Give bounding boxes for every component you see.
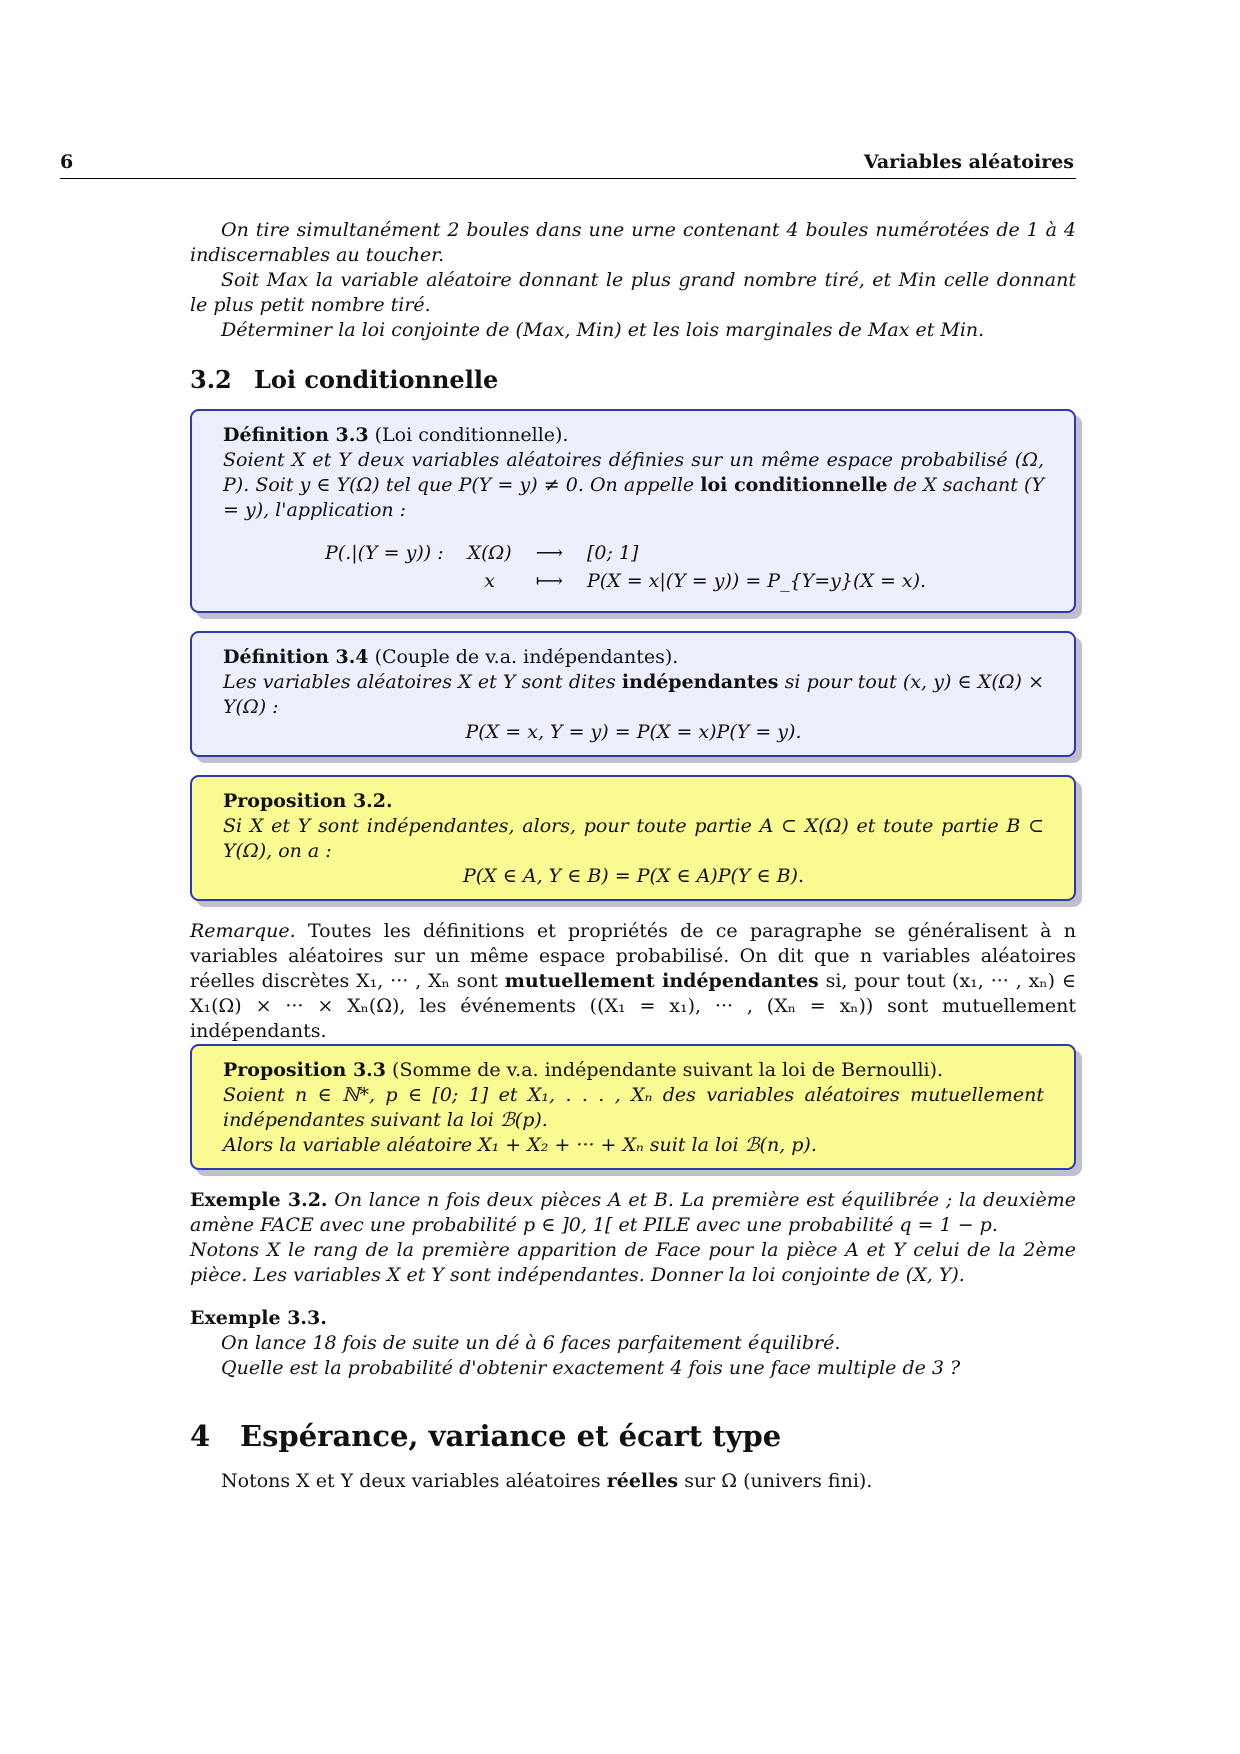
- proposition-label: Proposition 3.2.: [223, 790, 393, 812]
- remark-text-b: si, pour tout (x₁, ··· , xₙ) ∈ X₁(Ω) × ··· × Xₙ(Ω), les événements ((X₁ = x₁), ··· , (Xₙ = xₙ)) sont mutuellement indépendants.: [190, 970, 1076, 1042]
- remark-paragraph: [190, 919, 1076, 1044]
- proposition-3-2-box: [190, 775, 1076, 901]
- definition-label: Définition 3.3: [223, 424, 369, 446]
- map-arrow: ⟶: [535, 542, 563, 564]
- definition-bold-term: loi conditionnelle: [700, 474, 888, 496]
- section-number: 4: [190, 1419, 211, 1453]
- proposition-line-1: Soient n ∈ ℕ*, p ∈ [0; 1] et X₁, . . . , Xₙ des variables aléatoires mutuellement indépendantes suivant la loi ℬ(p).: [223, 1084, 1044, 1131]
- definition-text-a: Soient X et Y deux variables aléatoires définies sur un même espace probabilisé (Ω, P). Soit y ∈ Y(Ω) tel que P(Y = y) ≠ 0. On appelle: [223, 449, 1044, 496]
- exercise-line-2: Soit Max la variable aléatoire donnant le plus grand nombre tiré, et Min celle donnant le plus petit nombre tiré.: [190, 269, 1076, 316]
- example-3-2-continued: Notons X le rang de la première apparition de Face pour la pièce A et Y celui de la 2ème pièce. Les variables X et Y sont indépendantes. Donner la loi conjointe de (X, Y).: [190, 1239, 1076, 1286]
- intro-text-a: Notons X et Y deux variables aléatoires: [221, 1470, 601, 1492]
- definition-bold-term: indépendantes: [621, 671, 779, 693]
- intro-text-b: sur Ω (univers fini).: [684, 1470, 873, 1492]
- example-label: Exemple 3.2.: [190, 1189, 328, 1211]
- definition-label: Définition 3.4: [223, 646, 369, 668]
- example-text-a: On lance n fois deux pièces A et B. La première est équilibrée ; la deuxième amène FACE avec une probabilité p ∈ ]0, 1[ et PILE avec une probabilité q = 1 − p.: [190, 1189, 1076, 1236]
- map-name: P(.|(Y = y)) :: [325, 542, 444, 564]
- remark-bold-term: mutuellement indépendantes: [504, 970, 819, 992]
- independence-formula: P(X = x, Y = y) = P(X = x)P(Y = y).: [465, 721, 802, 743]
- exercise-line-1: On tire simultanément 2 boules dans une urne contenant 4 boules numérotées de 1 à 4 indiscernables au toucher.: [190, 219, 1076, 266]
- proposition-note: (Somme de v.a. indépendante suivant la loi de Bernoulli).: [392, 1059, 944, 1081]
- example-label: Exemple 3.3.: [190, 1307, 327, 1329]
- example-line-2: Quelle est la probabilité d'obtenir exactement 4 fois une face multiple de 3 ?: [221, 1357, 961, 1379]
- definition-3-4-box: [190, 631, 1076, 757]
- section-title: Loi conditionnelle: [254, 365, 499, 394]
- proposition-line-2: Alors la variable aléatoire X₁ + X₂ + ··· + Xₙ suit la loi ℬ(n, p).: [223, 1134, 817, 1156]
- section-3-2-heading: [190, 365, 1076, 395]
- section-title: Espérance, variance et écart type: [240, 1419, 782, 1453]
- map-variable: x: [484, 570, 495, 592]
- definition-text-b: si pour tout (x, y) ∈ X(Ω) × Y(Ω) :: [223, 671, 1045, 718]
- definition-text-b: de X sachant (Y = y), l'application :: [223, 474, 1044, 521]
- running-title: Variables aléatoires: [863, 151, 1074, 173]
- section-number: 3.2: [190, 365, 232, 394]
- intro-bold-term: réelles: [606, 1470, 679, 1492]
- example-3-3: [190, 1306, 1076, 1381]
- proposition-label: Proposition 3.3: [223, 1059, 386, 1081]
- remark-label: Remarque.: [190, 920, 296, 942]
- page-number: 6: [60, 151, 74, 173]
- page-content: [190, 218, 1076, 1494]
- definition-note: (Loi conditionnelle).: [374, 424, 569, 446]
- example-3-2: [190, 1188, 1076, 1238]
- conditional-map: [313, 539, 938, 595]
- example-line-1: On lance 18 fois de suite un dé à 6 faces parfaitement équilibré.: [221, 1332, 841, 1354]
- section-4-intro: [190, 1469, 1076, 1494]
- map-codomain: [0; 1]: [586, 542, 639, 564]
- exercise-block: [190, 218, 1076, 343]
- definition-3-3-box: [190, 409, 1076, 613]
- definition-text-a: Les variables aléatoires X et Y sont dites: [223, 671, 616, 693]
- proposition-3-3-box: [190, 1044, 1076, 1170]
- exercise-line-3: Déterminer la loi conjointe de (Max, Min) et les lois marginales de Max et Min.: [221, 319, 985, 341]
- proposition-text: Si X et Y sont indépendantes, alors, pour toute partie A ⊂ X(Ω) et toute partie B ⊂ Y(Ω), on a :: [223, 815, 1044, 862]
- map-domain: X(Ω): [467, 542, 512, 564]
- definition-note: (Couple de v.a. indépendantes).: [374, 646, 679, 668]
- map-image: P(X = x|(Y = y)) = P_{Y=y}(X = x).: [586, 570, 927, 592]
- remark-text-a: Toutes les définitions et propriétés de ce paragraphe se généralisent à n variables aléatoires sur un même espace probabilisé. On dit que n variables aléatoires réelles discrètes X₁, ··· , Xₙ sont: [190, 920, 1076, 992]
- section-4-heading: [190, 1419, 1076, 1453]
- map-arrow-mapsto: ⟼: [535, 570, 563, 592]
- proposition-formula: P(X ∈ A, Y ∈ B) = P(X ∈ A)P(Y ∈ B).: [462, 865, 805, 887]
- page-header: [60, 150, 1076, 179]
